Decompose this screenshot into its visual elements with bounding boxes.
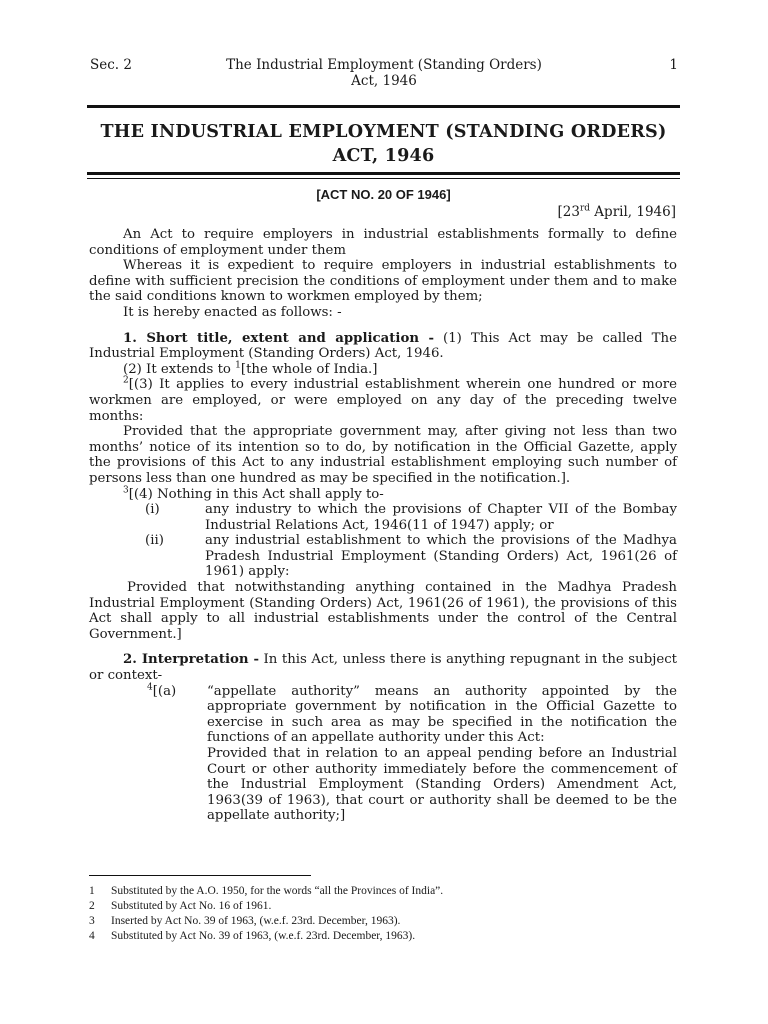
header-title: [90, 57, 678, 89]
act-number: [ACT NO. 20 OF 1946]: [316, 187, 451, 202]
definition-body: [207, 684, 677, 824]
document-title: [87, 120, 680, 168]
section-1-proviso-1: Provided that the appropriate government may, after giving not less than two months’ notice of its intention so to do, by notification in the Official Gazette, apply the provisions of this Act to any industrial establishment employing such number of persons less than one hundred as may be specified in the notification.].: [89, 424, 677, 486]
definition-appellate-authority: [89, 684, 677, 824]
footnotes: [89, 884, 689, 944]
section-1-sub-3: [89, 377, 677, 424]
sub-3-text: [(3) It applies to every industrial establishment wherein one hundred or more workmen are employed, or were employed on any day of the preceding twelve months:: [89, 377, 677, 424]
footnote: [89, 914, 689, 929]
enactment-date: [557, 204, 676, 220]
footnote-ref-1: 1: [235, 360, 241, 371]
date-ordinal: rd: [579, 203, 591, 214]
preamble-whereas: Whereas it is expedient to require employers in industrial establishments to define with sufficient precision the conditions of employment under them and to make the said conditions known to workmen employed by them;: [89, 258, 677, 305]
definition-text: “appellate authority” means an authority appointed by the appropriate government by notification in the Official Gazette to exercise in such area as may be specified in the notification the functions of an appellate authority under this Act:: [207, 683, 677, 746]
footnote-ref-3: 3: [123, 485, 129, 496]
title-rule-thick: [87, 172, 680, 175]
footnote: [89, 929, 689, 944]
section-1-sub-4: [89, 487, 677, 503]
section-1-heading: 1. Short title, extent and application -: [123, 330, 434, 346]
footnote-ref-4: 4: [147, 682, 153, 693]
footnote-ref-2: 2: [123, 375, 129, 386]
exclusion-item: [89, 502, 677, 533]
footnote-text: Substituted by Act No. 39 of 1963, (w.e.f. 23rd. December, 1963).: [111, 930, 416, 942]
page-number: 1: [669, 57, 678, 73]
section-1-proviso-2: Provided that notwithstanding anything contained in the Madhya Pradesh Industrial Employment (Standing Orders) Act, 1961(26 of 1961), the provisions of this Act shall apply to all industrial establishments under the control of the Central Government.]: [89, 580, 677, 642]
definition-proviso: Provided that in relation to an appeal pending before an Industrial Court or other authority immediately before the commencement of the Industrial Employment (Standing Orders) Amendment Act, 1963(39 of 1963), that court or authority shall be deemed to be the appellate authority;]: [207, 746, 677, 824]
footnote-number: 2: [89, 900, 95, 912]
sub-2-text: (2) It extends to: [123, 361, 236, 377]
section-1-text: (1) This Act may be called The Industrial Employment (Standing Orders) Act, 1946.: [89, 330, 677, 362]
header-rule: [87, 105, 680, 108]
section-2-text: In this Act, unless there is anything repugnant in the subject or context-: [89, 652, 677, 684]
footnote-text: Inserted by Act No. 39 of 1963, (w.e.f. 23rd. December, 1963).: [111, 915, 401, 927]
footnote-rule: [89, 875, 311, 876]
section-1-paragraph: [89, 331, 677, 362]
section-2-heading: 2. Interpretation -: [123, 652, 260, 668]
date-day: [23: [557, 204, 580, 220]
date-rest: April, 1946]: [590, 204, 676, 220]
document-body: [89, 227, 677, 824]
running-header: [90, 57, 678, 93]
document-title-line1: THE INDUSTRIAL EMPLOYMENT (STANDING ORDERS): [100, 121, 667, 142]
exclusion-item-text: any industrial establishment to which the provisions of the Madhya Pradesh Industrial Employment (Standing Orders) Act, 1961(26 of 1961) apply:: [205, 533, 677, 580]
footnote: [89, 899, 689, 914]
document-title-line2: ACT, 1946: [332, 145, 435, 166]
section-2-paragraph: [89, 652, 677, 683]
exclusion-item-number: (ii): [145, 533, 164, 549]
footnote-number: 3: [89, 915, 95, 927]
sub-4-text: [(4) Nothing in this Act shall apply to-: [128, 486, 384, 502]
header-section: Sec. 2: [90, 57, 132, 73]
sub-2-text-end: [the whole of India.]: [240, 361, 378, 377]
header-title-line2: Act, 1946: [351, 73, 417, 89]
exclusion-item: [89, 533, 677, 580]
exclusion-item-number: (i): [145, 502, 160, 518]
footnote-text: Substituted by Act No. 16 of 1961.: [111, 900, 272, 912]
section-1-sub-2: [89, 362, 677, 378]
footnote-number: 4: [89, 930, 95, 942]
preamble-enactment: It is hereby enacted as follows: -: [123, 304, 342, 320]
definition-label: [(a): [152, 683, 177, 699]
footnote-number: 1: [89, 885, 95, 897]
title-rule-thin: [87, 178, 680, 179]
footnote: [89, 884, 689, 899]
exclusion-item-text: any industry to which the provisions of Chapter VII of the Bombay Industrial Relations Act, 1946(11 of 1947) apply; or: [205, 502, 677, 533]
definition-number: [89, 684, 207, 824]
header-title-line1: The Industrial Employment (Standing Orders): [226, 57, 542, 73]
footnote-text: Substituted by the A.O. 1950, for the words “all the Provinces of India”.: [111, 885, 444, 897]
preamble-long-title: An Act to require employers in industrial establishments formally to define conditions of employment under them: [89, 227, 677, 258]
